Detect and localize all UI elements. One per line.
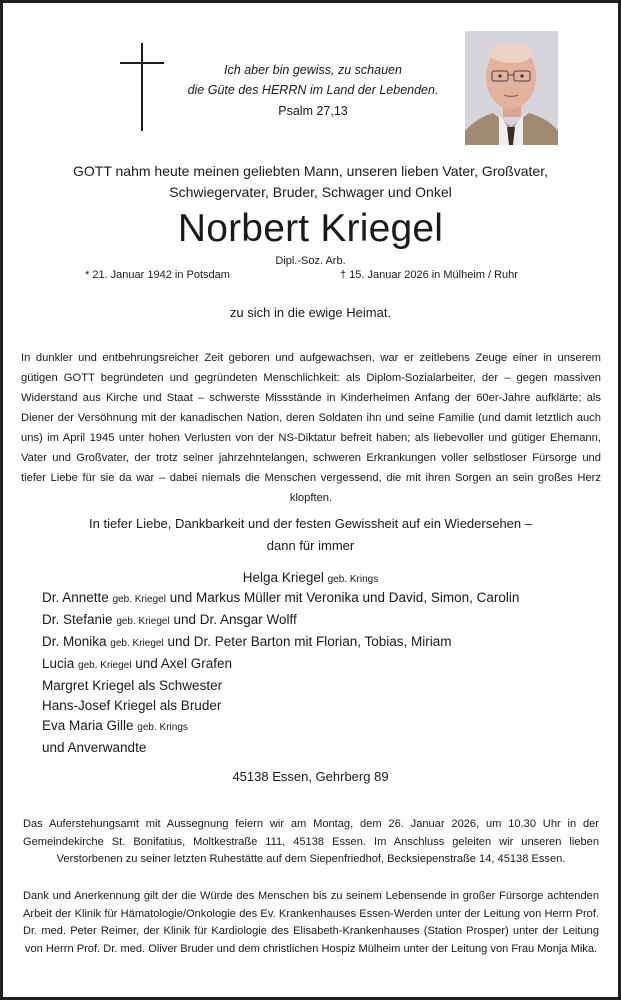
intro-line-1: GOTT nahm heute meinen geliebten Mann, unseren lieben Vater, Großvater, — [73, 163, 548, 179]
maiden-name: geb. Kriegel — [78, 660, 132, 671]
intro-line-2: Schwiegervater, Bruder, Schwager und Onkel — [169, 184, 452, 200]
birth-date: * 21. Januar 1942 in Potsdam — [85, 269, 230, 281]
mourner-partner: und Dr. Ansgar Wolff — [173, 612, 297, 627]
acknowledgements: Dank und Anerkennung gilt der die Würde des Menschen bis zu seinem Lebensende in großer Fürsorge achtenden Arbeit der Klinik für Hämatologie/Onkologie des Ev. Krankenhauses Essen-Werden unter der Leitung von Herrn Prof. Dr. med. Peter Reimer, der Klinik für Kardiologie des Elisabeth-Krankenhauses (Station Prosper) unter der Leitung von Herrn Prof. Dr. med. Oliver Bruder und dem christlichen Hospiz Mülheim unter der Leitung von Frau Monja Mika. — [23, 890, 599, 955]
verse-line-2: die Güte des HERRN im Land der Lebenden. — [187, 83, 439, 97]
maiden-name: geb. Kriegel — [112, 594, 166, 605]
mourner-name: Dr. Monika — [42, 634, 107, 649]
mourner-row — [42, 632, 519, 654]
mourner-row — [42, 588, 519, 610]
mourner-row — [42, 654, 519, 676]
mourner-row — [42, 676, 519, 696]
widow-name-text: Helga Kriegel — [242, 570, 324, 585]
death-date: † 15. Januar 2026 in Mülheim / Ruhr — [340, 269, 518, 281]
mourner-row — [42, 610, 519, 632]
mourner-name: und Anverwandte — [42, 740, 147, 755]
verse-reference: Psalm 27,13 — [278, 104, 348, 118]
maiden-name: geb. Kriegel — [110, 638, 164, 649]
verse-line-1: Ich aber bin gewiss, zu schauen — [224, 63, 402, 77]
mourner-name: Eva Maria Gille — [42, 718, 134, 733]
mourner-partner: und Axel Grafen — [135, 656, 233, 671]
mourner-name: Margret Kriegel als Schwester — [42, 678, 223, 693]
mourner-row — [42, 716, 519, 738]
deceased-title: Dipl.-Soz. Arb. — [275, 255, 346, 267]
family-address: 45138 Essen, Gehrberg 89 — [232, 769, 389, 784]
mourner-name: Lucia — [42, 656, 75, 671]
cross-icon — [141, 43, 143, 131]
heimat-line: zu sich in die ewige Heimat. — [229, 305, 392, 320]
obituary-page — [3, 3, 618, 997]
mourner-row — [42, 738, 519, 758]
maiden-name: geb. Kriegel — [116, 616, 170, 627]
love-line-1: In tiefer Liebe, Dankbarkeit und der festen Gewissheit auf ein Wiedersehen – — [89, 516, 532, 531]
widow-maiden-name: geb. Krings — [327, 574, 379, 585]
mourner-partner: und Markus Müller mit Veronika und David, Simon, Carolin — [169, 590, 520, 605]
portrait-photo — [465, 31, 558, 145]
funeral-service-info: Das Auferstehungsamt mit Aussegnung feiern wir am Montag, dem 26. Januar 2026, um 10.30 Uhr in der Gemeindekirche St. Bonifatius, Moltkestraße 111, 45138 Essen. Im Anschluss geleiten wir unseren lieben Verstorbenen zu seiner letzten Ruhestätte auf dem Siepenfriedhof, Becksiepenstraße 14, 45138 Essen. — [23, 818, 599, 865]
mourner-partner: und Dr. Peter Barton mit Florian, Tobias, Miriam — [167, 634, 452, 649]
announcement-intro — [3, 161, 618, 203]
mourner-name: Hans-Josef Kriegel als Bruder — [42, 698, 222, 713]
bible-verse — [153, 60, 473, 100]
maiden-name: geb. Krings — [137, 722, 188, 733]
love-statement — [3, 513, 618, 557]
biography-text: In dunkler und entbehrungsreicher Zeit geboren und aufgewachsen, war er zeitlebens Zeuge einer in unserem gütigen GOTT begründeten und gegründeten Menschlichkeit: als Diplom-Sozialarbeiter, der – gegen massiven Widerstand aus Kirche und Staat – schwerste Missstände in Kinderheimen Anfang der 60er-Jahre aufklärte; als Diener der Versöhnung mit der kanadischen Nation, deren Soldaten ihn und seine Familie (und damit letztlich auch uns) im April 1945 unter hohen Verlusten von der NS-Diktatur befreit haben; als liebevoller und gütiger Ehemann, Vater und Großvater, der trotz seiner jahrzehntelangen, schweren Erkrankungen voller selbstloser Fürsorge und tiefer Liebe für sie da war – dabei niemals die Menschen vergessend, die mit ihren Sorgen an sein großes Herz klopften. — [21, 352, 601, 504]
widow-name — [3, 570, 618, 585]
mourner-row — [42, 696, 519, 716]
mourners-list — [42, 588, 519, 758]
love-line-2: dann für immer — [266, 538, 355, 553]
mourner-name: Dr. Annette — [42, 590, 109, 605]
deceased-name: Norbert Kriegel — [177, 207, 444, 250]
mourner-name: Dr. Stefanie — [42, 612, 113, 627]
